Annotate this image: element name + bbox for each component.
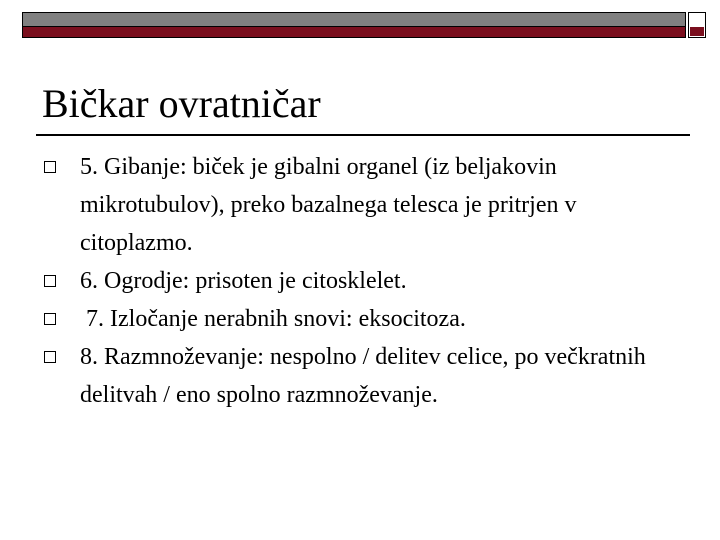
hollow-square-bullet-icon — [44, 313, 56, 325]
bullet-item — [44, 338, 684, 414]
bullet-text: 6. Ogrodje: prisoten je citosklelet. — [80, 268, 407, 294]
bullet-item — [44, 300, 684, 338]
bullet-list — [44, 148, 684, 414]
bullet-item — [44, 148, 684, 262]
hollow-square-bullet-icon — [44, 161, 56, 173]
top-square-accent — [690, 27, 704, 36]
top-decorative-square — [688, 12, 706, 38]
bullet-text: 8. Razmnoževanje: nespolno / delitev celice, po večkratnih delitvah / eno spolno razmnoževanje. — [80, 344, 652, 408]
slide-title: Bičkar ovratničar — [42, 81, 321, 126]
title-underline — [36, 134, 690, 136]
bullet-text: 5. Gibanje: biček je gibalni organel (iz beljakovin mikrotubulov), preko bazalnega telesca je pritrjen v citoplazmo. — [80, 154, 583, 256]
top-bar-accent-stripe — [23, 26, 685, 37]
hollow-square-bullet-icon — [44, 351, 56, 363]
bullet-item — [44, 262, 684, 300]
hollow-square-bullet-icon — [44, 275, 56, 287]
top-decorative-bar — [22, 12, 686, 38]
bullet-text: 7. Izločanje nerabnih snovi: eksocitoza. — [80, 306, 466, 332]
